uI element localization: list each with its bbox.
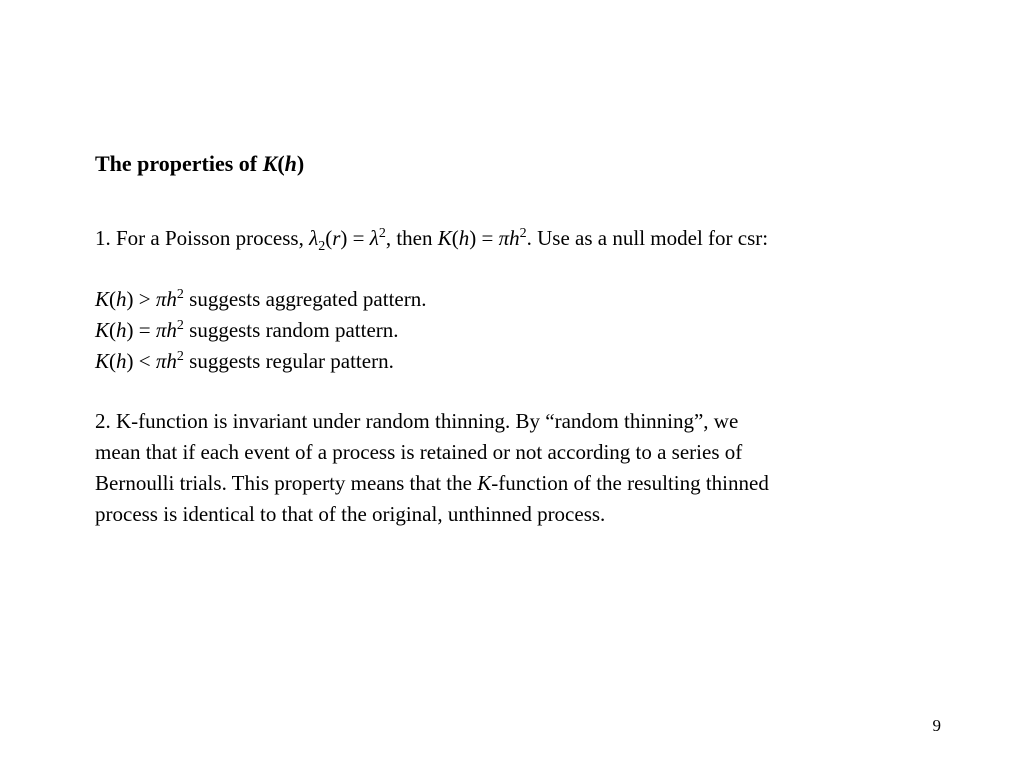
pi-symbol: π: [498, 226, 510, 250]
h-close-equals: ) =: [469, 226, 499, 250]
comparison-text: suggests aggregated pattern.: [183, 287, 427, 311]
k-symbol: K: [437, 226, 452, 250]
comparison-regular: [95, 346, 426, 377]
comparison-superscript: 2: [176, 287, 184, 302]
h-open-paren: (: [451, 226, 459, 250]
point-2-line-3: [95, 468, 769, 499]
comparison-h-squared: h: [166, 287, 177, 311]
comparison-aggregated: [95, 284, 426, 315]
title-h-symbol: h: [284, 151, 297, 176]
comparison-superscript: 2: [176, 349, 184, 364]
h-superscript: 2: [519, 226, 527, 241]
then-text: , then: [385, 226, 438, 250]
lambda-symbol: λ: [309, 226, 319, 250]
comparison-k-symbol: K: [95, 318, 110, 342]
lambda-superscript: 2: [378, 226, 386, 241]
comparison-text: suggests regular pattern.: [183, 349, 394, 373]
comparison-list: [95, 284, 426, 377]
r-symbol: r: [332, 226, 341, 250]
comparison-k-symbol: K: [95, 349, 110, 373]
point-2-k-symbol: K: [477, 471, 492, 495]
comparison-h-symbol: h: [116, 349, 127, 373]
point-2-line-1: 2. K-function is invariant under random thinning. By “random thinning”, we: [95, 409, 739, 433]
point-1-suffix: . Use as a null model for csr:: [526, 226, 769, 250]
point-1-prefix: 1. For a Poisson process,: [95, 226, 310, 250]
h-squared-symbol: h: [509, 226, 520, 250]
point-2-line-2: mean that if each event of a process is retained or not according to a series of: [95, 440, 743, 464]
comparison-text: suggests random pattern.: [183, 318, 399, 342]
point-2-line-3-start: Bernoulli trials. This property means that the: [95, 471, 478, 495]
title-text: The properties of: [95, 151, 263, 176]
point-2-line-3-end: -function of the resulting thinned: [491, 471, 769, 495]
comparison-pi-symbol: π: [155, 318, 167, 342]
comparison-pi-symbol: π: [155, 349, 167, 373]
comparison-h-symbol: h: [116, 287, 127, 311]
slide-title: [95, 150, 304, 178]
comparison-operator: ) <: [126, 349, 156, 373]
h-symbol: h: [458, 226, 470, 250]
r-open-paren: (: [325, 226, 333, 250]
comparison-k-symbol: K: [95, 287, 110, 311]
point-2-line-4: process is identical to that of the original, unthinned process.: [95, 502, 606, 526]
comparison-superscript: 2: [176, 318, 184, 333]
comparison-open-paren: (: [109, 287, 117, 311]
comparison-operator: ) =: [126, 318, 156, 342]
point-1: [95, 223, 768, 254]
title-open-paren: (: [277, 151, 285, 176]
point-2: [95, 406, 769, 530]
comparison-operator: ) >: [126, 287, 156, 311]
comparison-h-symbol: h: [116, 318, 127, 342]
comparison-h-squared: h: [166, 318, 177, 342]
title-k-symbol: K: [262, 151, 278, 176]
comparison-random: [95, 315, 426, 346]
comparison-open-paren: (: [109, 349, 117, 373]
comparison-h-squared: h: [166, 349, 177, 373]
page-number: 9: [932, 716, 941, 735]
lambda-subscript: 2: [318, 239, 326, 254]
comparison-open-paren: (: [109, 318, 117, 342]
lambda-squared-symbol: λ: [369, 226, 379, 250]
comparison-pi-symbol: π: [155, 287, 167, 311]
title-close-paren: ): [296, 151, 305, 176]
r-close-equals: ) =: [340, 226, 370, 250]
